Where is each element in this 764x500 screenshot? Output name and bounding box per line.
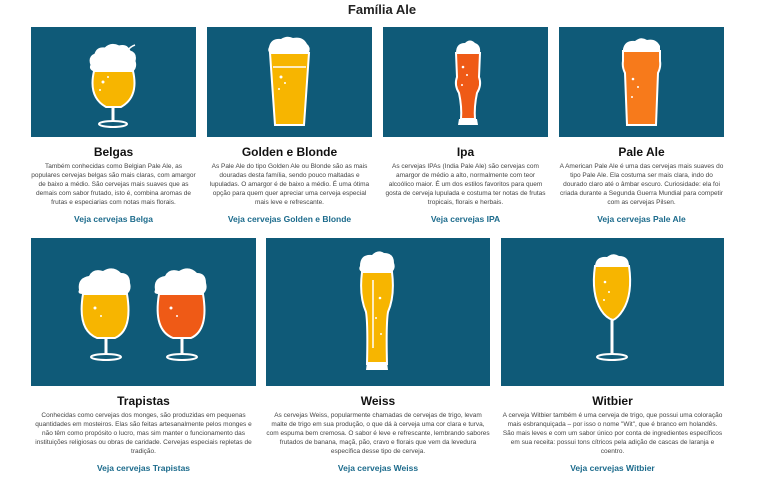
card-description: A cerveja Witbier também é uma cerveja de trigo, que possui uma coloração mais esbranquiçada – por isso o nome "Wit", que é branco em holandês. São mais leves e com um sabor único por conta de ingredientes específicos em sua receita: possui tons cítricos pela adição de cascas de laranja e coentro. <box>502 412 723 455</box>
card-belgas <box>31 27 196 224</box>
card-image <box>501 238 724 386</box>
card-description: As Pale Ale do tipo Golden Ale ou Blonde são as mais douradas desta família, sendo pouco maltadas e lupuladas. O amargor é de baixo a médio. É uma ótima opção para quem quer apreciar uma cerveja especial mais leve e refrescante. <box>209 163 370 206</box>
card-title: Pale Ale <box>618 145 665 159</box>
weiss-glass-icon <box>266 238 490 386</box>
card-weiss <box>266 238 490 473</box>
belgian-beer-glass-icon <box>31 27 196 137</box>
card-title: Trapistas <box>117 394 170 408</box>
card-description: Conhecidas como cervejas dos monges, são produzidas em pequenas quantidades em mosteiros. Elas são feitas artesanalmente pelos monges e não têm como propósito o lucro, mas sim manter o funcionamento das instituições religiosas ou obras de caridade. Cervejas especiais repletas de tradição. <box>35 412 252 455</box>
card-ipa <box>383 27 548 224</box>
card-title: Golden e Blonde <box>241 145 338 159</box>
card-title: Belgas <box>93 145 134 159</box>
pale-ale-glass-icon <box>559 27 724 137</box>
witbier-glass-icon <box>501 238 724 386</box>
see-beers-link[interactable]: Veja cervejas Golden e Blonde <box>227 214 352 224</box>
see-beers-link[interactable]: Veja cervejas Weiss <box>337 463 419 473</box>
card-image <box>31 238 256 386</box>
card-description: Também conhecidas como Belgian Pale Ale, as populares cervejas belgas são mais claras, com amargor de baixo a médio. São cervejas mais suaves que as demais com sabor frutado, isto é, combina aromas de frutas e especiarias com notas mais florais. <box>31 163 196 206</box>
see-beers-link[interactable]: Veja cervejas Belga <box>74 214 153 224</box>
card-trapistas <box>31 238 256 473</box>
page-title: Família Ale <box>347 2 417 17</box>
card-golden-blonde <box>207 27 372 224</box>
card-pale-ale <box>559 27 724 224</box>
card-title: Weiss <box>360 394 396 408</box>
card-description: As cervejas IPAs (India Pale Ale) são cervejas com amargor de médio a alto, normalmente com teor alcoólico maior. É um dos estilos favoritos para quem gosta de cerveja lupulada e costuma ter notas de frutas tropicais, florais e herbais. <box>385 163 546 206</box>
card-title: Witbier <box>592 394 633 408</box>
see-beers-link[interactable]: Veja cervejas Witbier <box>570 463 655 473</box>
card-witbier <box>501 238 724 473</box>
pint-glass-icon <box>207 27 372 137</box>
card-image <box>207 27 372 137</box>
card-description: As cervejas Weiss, popularmente chamadas de cervejas de trigo, levam malte de trigo em sua produção, o que dá à cerveja uma cor clara e turva, com espuma bem cremosa. O sabor é leve e refrescante, lembrando sabores frutados de banana, maçã, pão, cravo e florais que vem da levedura específica desse tipo de cerveja. <box>266 412 490 455</box>
ipa-glass-icon <box>383 27 548 137</box>
see-beers-link[interactable]: Veja cervejas IPA <box>430 214 501 224</box>
card-image <box>31 27 196 137</box>
card-image <box>559 27 724 137</box>
see-beers-link[interactable]: Veja cervejas Trapistas <box>96 463 191 473</box>
card-description: A American Pale Ale é uma das cervejas mais suaves do tipo Pale Ale. Ela costuma ser mais clara, indo do dourado claro até o âmbar escuro. Curiosidade: ela foi criada durante a Segunda Guerra Mundial para competir com as cervejas Pilsen. <box>559 163 724 206</box>
card-image <box>266 238 490 386</box>
card-title: Ipa <box>456 145 475 159</box>
trappist-glasses-icon <box>31 238 256 386</box>
see-beers-link[interactable]: Veja cervejas Pale Ale <box>597 214 686 224</box>
card-image <box>383 27 548 137</box>
